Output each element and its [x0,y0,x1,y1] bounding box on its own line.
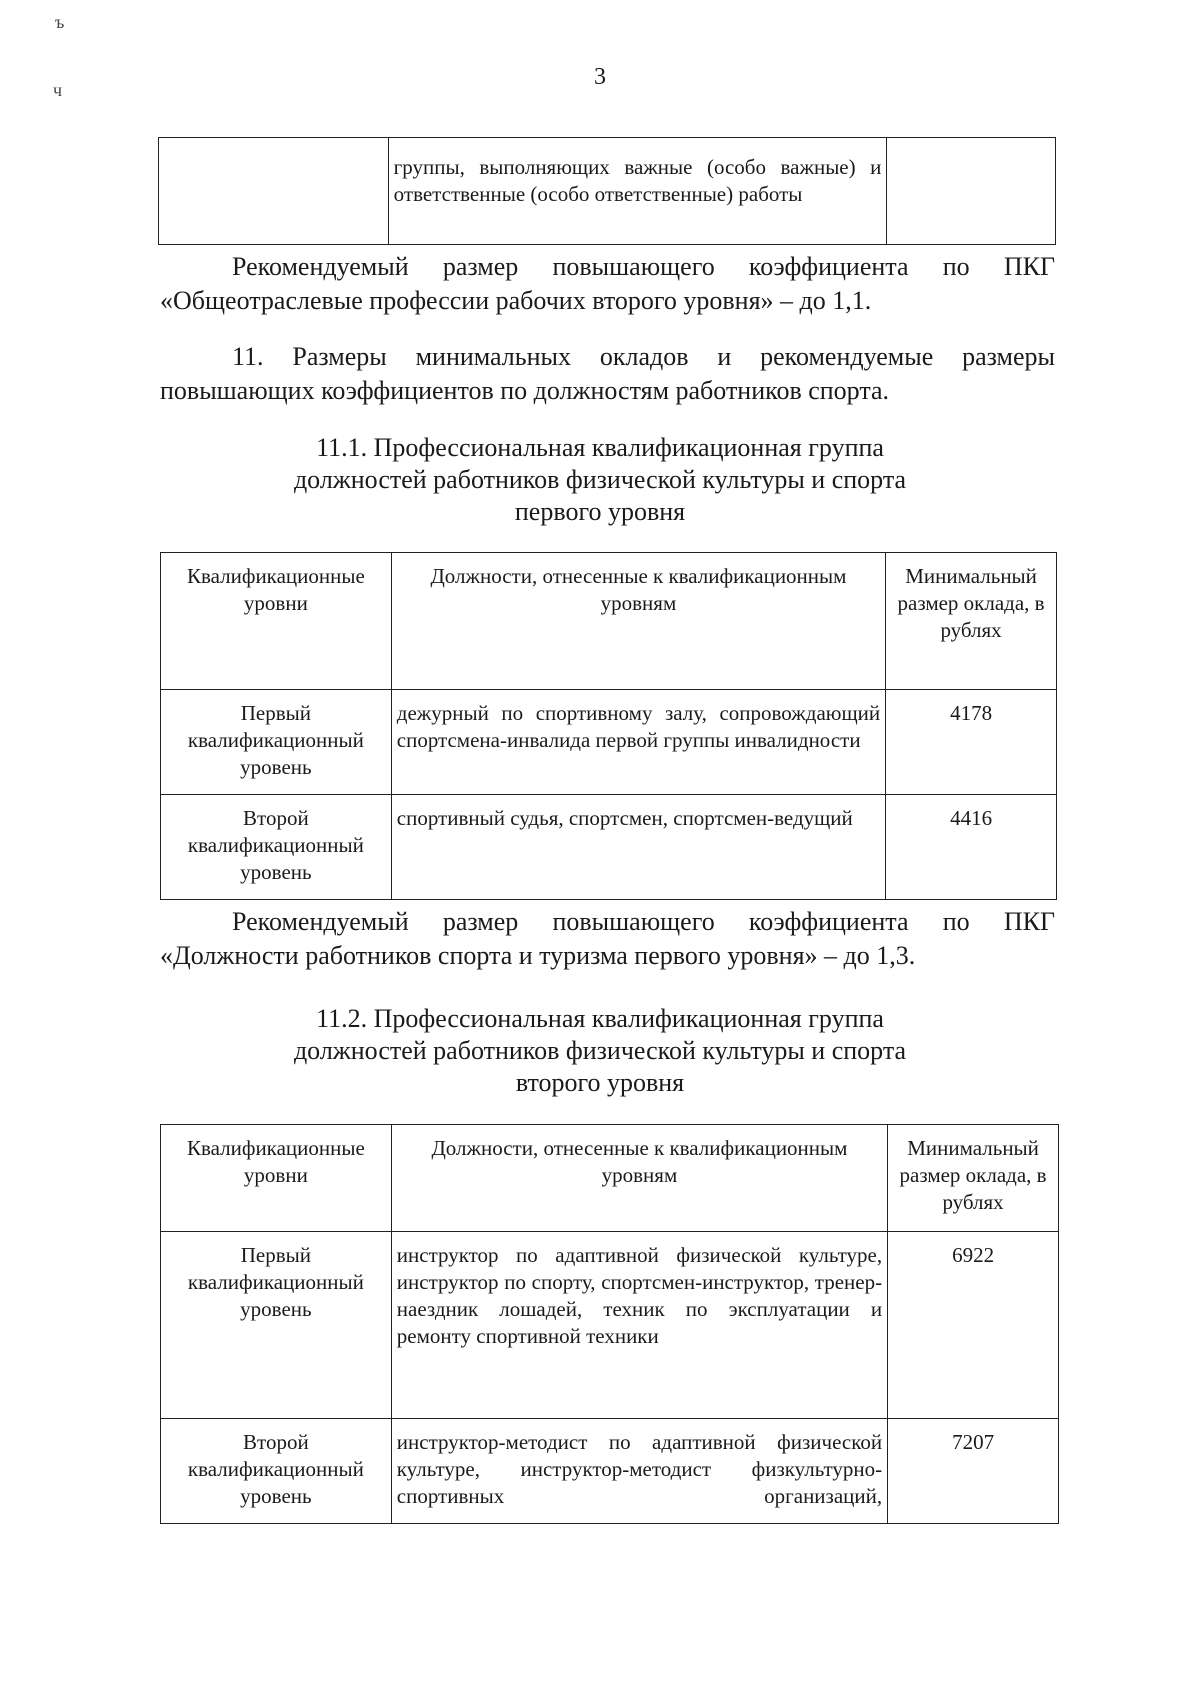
paragraph-line: «Должности работников спорта и туризма первого уровня» – до 1,3. [160,941,916,970]
table-row [159,138,1056,245]
table-row [161,1419,1059,1524]
cell-level: Второй квалификационный уровень [161,1419,392,1524]
header-cell-salary: Минимальный размер оклада, в рублях [888,1125,1059,1232]
recommendation-paragraph-1 [160,250,1055,318]
recommendation-paragraph-2 [160,905,1055,973]
margin-mark-top: ъ [55,12,65,32]
heading-line: 11.2. Профессиональная квалификационная группа [316,1004,884,1033]
heading-line: второго уровня [515,1068,685,1097]
paragraph-line: повышающих коэффициентов по должностям работников спорта. [160,376,890,405]
paragraph-line: 11. Размеры минимальных окладов и рекомендуемые размеры [232,342,1055,371]
heading-line: 11.1. Профессиональная квалификационная группа [316,433,884,462]
header-cell-salary: Минимальный размер оклада, в рублях [886,553,1057,690]
cell-positions: инструктор по адаптивной физической культуре, инструктор по спорту, спортсмен-инструктор, тренер-наездник лошадей, техник по эксплуатации и ремонту спортивной техники [391,1232,887,1419]
table-row [161,1232,1059,1419]
margin-mark-bottom: ч [53,80,63,100]
section-heading-11-2 [0,1003,1200,1099]
heading-line: должностей работников физической культуры и спорта [293,465,907,494]
table-header-row [161,1125,1059,1232]
header-cell-levels: Квалификационные уровни [161,553,392,690]
table-row [161,795,1057,900]
cell-level: Второй квалификационный уровень [161,795,392,900]
table-cell [159,138,389,245]
cell-positions: спортивный судья, спортсмен, спортсмен-ведущий [391,795,885,900]
section-heading-11-1 [0,432,1200,528]
page-number: 3 [594,64,606,90]
cell-positions: дежурный по спортивному залу, сопровождающий спортсмена-инвалида первой группы инвалидности [391,690,885,795]
cell-salary: 4416 [886,795,1057,900]
cell-level: Первый квалификационный уровень [161,690,392,795]
table-cell [887,138,1056,245]
header-cell-levels: Квалификационные уровни [161,1125,392,1232]
heading-line: первого уровня [514,497,686,526]
header-cell-positions: Должности, отнесенные к квалификационным уровням [391,553,885,690]
cell-salary: 4178 [886,690,1057,795]
heading-line: должностей работников физической культуры и спорта [293,1036,907,1065]
cell-positions: инструктор-методист по адаптивной физической культуре, инструктор-методист физкультурно-спортивных организаций, [391,1419,887,1524]
section-11-paragraph [160,340,1055,408]
table-header-row [161,553,1057,690]
header-cell-positions: Должности, отнесенные к квалификационным уровням [391,1125,887,1232]
cell-salary: 7207 [888,1419,1059,1524]
cell-level: Первый квалификационный уровень [161,1232,392,1419]
paragraph-line: «Общеотраслевые профессии рабочих второго уровня» – до 1,1. [160,286,872,315]
cell-salary: 6922 [888,1232,1059,1419]
paragraph-line: Рекомендуемый размер повышающего коэффициента по ПКГ [232,907,1055,936]
continued-table [158,137,1056,245]
salary-table-1 [160,552,1057,900]
salary-table-2 [160,1124,1059,1524]
paragraph-line: Рекомендуемый размер повышающего коэффициента по ПКГ [232,252,1055,281]
table-row [161,690,1057,795]
table-cell-positions: группы, выполняющих важные (особо важные) и ответственные (особо ответственные) работы [388,138,887,245]
